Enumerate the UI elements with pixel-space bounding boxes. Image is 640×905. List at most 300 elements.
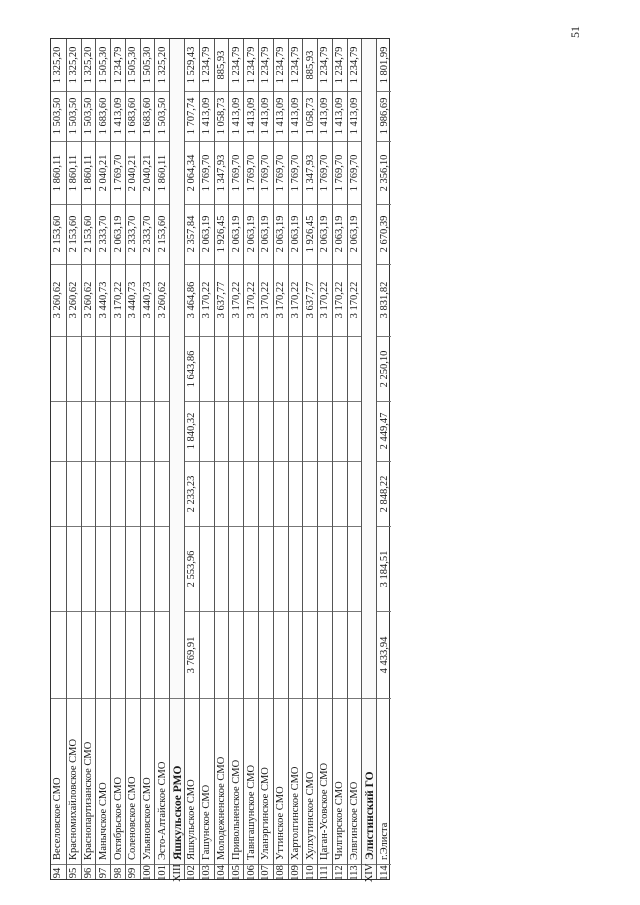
cell-text: 2 063,19 bbox=[260, 215, 272, 253]
column-divider bbox=[200, 461, 214, 462]
column-divider bbox=[274, 141, 288, 142]
column-divider bbox=[200, 336, 214, 337]
cell-text: 1 413,09 bbox=[349, 97, 361, 135]
column-divider bbox=[185, 698, 199, 699]
column-divider bbox=[244, 141, 258, 142]
column-divider bbox=[303, 611, 317, 612]
cell-text: 1 058,73 bbox=[304, 97, 316, 135]
column-divider bbox=[303, 526, 317, 527]
column-divider bbox=[333, 91, 347, 92]
cell-text: 96 bbox=[82, 867, 94, 878]
column-divider bbox=[229, 611, 243, 612]
cell-text: 1 234,79 bbox=[289, 46, 301, 84]
column-divider bbox=[259, 204, 273, 205]
table-row bbox=[243, 39, 258, 879]
column-divider bbox=[259, 264, 273, 265]
column-divider bbox=[67, 264, 81, 265]
column-divider bbox=[51, 864, 66, 865]
column-divider bbox=[141, 336, 155, 337]
table-row bbox=[154, 39, 169, 879]
table-row bbox=[140, 39, 155, 879]
cell-text: 1 413,09 bbox=[260, 97, 272, 135]
column-divider bbox=[303, 91, 317, 92]
column-divider bbox=[348, 611, 362, 612]
column-divider bbox=[111, 264, 125, 265]
cell-text: Цаган-Усовское СМО bbox=[319, 762, 331, 860]
cell-text: 1 234,79 bbox=[201, 46, 213, 84]
cell-text: 2 153,60 bbox=[52, 215, 64, 253]
cell-text: 885,93 bbox=[304, 50, 316, 80]
cell-text: 3 170,22 bbox=[245, 281, 257, 319]
cell-text: 1 413,09 bbox=[201, 97, 213, 135]
column-divider bbox=[229, 204, 243, 205]
cell-text: 111 bbox=[319, 865, 331, 880]
column-divider bbox=[67, 461, 81, 462]
cell-text: 1 234,79 bbox=[260, 46, 272, 84]
column-divider bbox=[259, 91, 273, 92]
column-divider bbox=[96, 698, 110, 699]
column-divider bbox=[274, 526, 288, 527]
column-divider bbox=[141, 401, 155, 402]
column-divider bbox=[111, 91, 125, 92]
cell-text: Яшкульское РМО bbox=[171, 765, 184, 860]
cell-text: 1 769,70 bbox=[289, 154, 301, 191]
column-divider bbox=[348, 526, 362, 527]
column-divider bbox=[82, 336, 96, 337]
cell-text: Яшкульское СМО bbox=[186, 779, 198, 860]
cell-text: 1 926,45 bbox=[304, 215, 316, 253]
cell-text: 1 503,50 bbox=[156, 97, 168, 135]
column-divider bbox=[244, 264, 258, 265]
cell-text: 1 529,43 bbox=[186, 46, 198, 84]
column-divider bbox=[303, 264, 317, 265]
column-divider bbox=[126, 461, 140, 462]
column-divider bbox=[215, 611, 229, 612]
column-divider bbox=[229, 526, 243, 527]
column-divider bbox=[229, 461, 243, 462]
column-divider bbox=[318, 204, 332, 205]
cell-text: 1 683,60 bbox=[127, 97, 139, 135]
cell-text: 2 063,19 bbox=[319, 215, 331, 253]
table-row bbox=[347, 39, 362, 879]
table-row bbox=[199, 39, 214, 879]
cell-text: 2 040,21 bbox=[97, 154, 109, 191]
cell-text: 1 503,50 bbox=[82, 97, 94, 135]
column-divider bbox=[126, 336, 140, 337]
column-divider bbox=[289, 204, 303, 205]
cell-text: 2 063,19 bbox=[230, 215, 242, 253]
cell-text: 1 860,11 bbox=[68, 154, 80, 191]
column-divider bbox=[244, 336, 258, 337]
cell-text: 2 670,39 bbox=[378, 215, 390, 253]
cell-text: 1 347,93 bbox=[304, 154, 316, 191]
column-divider bbox=[185, 526, 199, 527]
cell-text: 108 bbox=[275, 864, 287, 881]
cell-text: 1 413,09 bbox=[289, 97, 301, 135]
column-divider bbox=[377, 141, 391, 142]
cell-text: 1 769,70 bbox=[275, 154, 287, 191]
cell-text: 1 769,70 bbox=[201, 154, 213, 191]
column-divider bbox=[244, 461, 258, 462]
cell-text: 1 325,20 bbox=[156, 46, 168, 84]
column-divider bbox=[200, 401, 214, 402]
column-divider bbox=[111, 864, 125, 865]
column-divider bbox=[348, 264, 362, 265]
column-divider bbox=[333, 611, 347, 612]
column-divider bbox=[111, 141, 125, 142]
column-divider bbox=[303, 141, 317, 142]
column-divider bbox=[229, 698, 243, 699]
cell-text: 2 233,23 bbox=[186, 475, 198, 512]
column-divider bbox=[155, 611, 169, 612]
table-row bbox=[95, 39, 110, 879]
cell-text: 1 325,20 bbox=[52, 46, 64, 84]
cell-text: 1 683,60 bbox=[142, 97, 154, 135]
column-divider bbox=[303, 698, 317, 699]
column-divider bbox=[126, 91, 140, 92]
cell-text: 3 170,22 bbox=[289, 281, 301, 319]
cell-text: 105 bbox=[230, 864, 242, 881]
cell-text: 2 357,84 bbox=[186, 215, 198, 253]
cell-text: 3 170,22 bbox=[230, 281, 242, 319]
column-divider bbox=[155, 401, 169, 402]
cell-text: 1 413,09 bbox=[275, 97, 287, 135]
cell-text: 1 769,70 bbox=[260, 154, 272, 191]
cell-text: Манычское СМО bbox=[97, 782, 109, 860]
column-divider bbox=[200, 204, 214, 205]
column-divider bbox=[155, 698, 169, 699]
cell-text: 1 505,30 bbox=[142, 46, 154, 84]
cell-text: 1 769,70 bbox=[230, 154, 242, 191]
cell-text: 2 333,70 bbox=[142, 215, 154, 253]
column-divider bbox=[377, 91, 391, 92]
table-row bbox=[66, 39, 81, 879]
column-divider bbox=[274, 91, 288, 92]
column-divider bbox=[51, 141, 66, 142]
column-divider bbox=[185, 264, 199, 265]
cell-text: Соленовское СМО bbox=[127, 776, 139, 860]
cell-text: 112 bbox=[334, 864, 346, 881]
column-divider bbox=[96, 611, 110, 612]
table-row bbox=[288, 39, 303, 879]
cell-text: 1 325,20 bbox=[68, 46, 80, 84]
cell-text: 114 bbox=[378, 864, 390, 881]
section-row bbox=[169, 39, 184, 882]
table-row bbox=[51, 39, 66, 879]
column-divider bbox=[333, 401, 347, 402]
column-divider bbox=[215, 461, 229, 462]
column-divider bbox=[67, 91, 81, 92]
cell-text: 2 333,70 bbox=[97, 215, 109, 253]
column-divider bbox=[289, 401, 303, 402]
column-divider bbox=[318, 336, 332, 337]
cell-text: Тавнгашунское СМО bbox=[245, 764, 257, 860]
column-divider bbox=[318, 141, 332, 142]
cell-text: 1 683,60 bbox=[97, 97, 109, 135]
column-divider bbox=[51, 264, 66, 265]
cell-text: 3 260,62 bbox=[156, 281, 168, 319]
table-row bbox=[110, 39, 125, 879]
cell-text: 2 063,19 bbox=[349, 215, 361, 253]
cell-text: 1 413,09 bbox=[334, 97, 346, 135]
column-divider bbox=[333, 204, 347, 205]
column-divider bbox=[155, 264, 169, 265]
cell-text: 3 831,82 bbox=[378, 281, 390, 319]
column-divider bbox=[67, 611, 81, 612]
column-divider bbox=[215, 141, 229, 142]
column-divider bbox=[51, 336, 66, 337]
cell-text: 1 413,09 bbox=[230, 97, 242, 135]
column-divider bbox=[244, 91, 258, 92]
column-divider bbox=[111, 401, 125, 402]
column-divider bbox=[318, 611, 332, 612]
column-divider bbox=[141, 526, 155, 527]
column-divider bbox=[348, 401, 362, 402]
cell-text: 1 860,11 bbox=[52, 154, 64, 191]
cell-text: 3 170,22 bbox=[319, 281, 331, 319]
table-row bbox=[302, 39, 317, 879]
cell-text: Хартолгинское СМО bbox=[289, 766, 301, 860]
column-divider bbox=[274, 401, 288, 402]
cell-text: 1 840,32 bbox=[186, 412, 198, 450]
column-divider bbox=[215, 698, 229, 699]
column-divider bbox=[377, 401, 391, 402]
column-divider bbox=[289, 91, 303, 92]
table-row bbox=[258, 39, 273, 879]
table-row bbox=[376, 39, 391, 879]
column-divider bbox=[82, 611, 96, 612]
cell-text: 1 413,09 bbox=[112, 97, 124, 135]
column-divider bbox=[244, 611, 258, 612]
cell-text: 1 707,74 bbox=[186, 97, 198, 135]
page-number: 51 bbox=[568, 26, 582, 38]
column-divider bbox=[377, 526, 391, 527]
cell-text: Веселовское СМО bbox=[52, 777, 64, 860]
cell-text: 1 505,30 bbox=[97, 46, 109, 84]
column-divider bbox=[377, 336, 391, 337]
cell-text: 1 234,79 bbox=[319, 46, 331, 84]
column-divider bbox=[318, 526, 332, 527]
cell-text: Уланэргинское СМО bbox=[260, 767, 272, 860]
column-divider bbox=[289, 141, 303, 142]
column-divider bbox=[333, 141, 347, 142]
column-divider bbox=[333, 461, 347, 462]
cell-text: 1 860,11 bbox=[82, 154, 94, 191]
column-divider bbox=[96, 461, 110, 462]
column-divider bbox=[82, 91, 96, 92]
cell-text: 3 440,73 bbox=[142, 281, 154, 319]
column-divider bbox=[96, 401, 110, 402]
cell-text: 2 153,60 bbox=[82, 215, 94, 253]
column-divider bbox=[185, 461, 199, 462]
cell-text: 2 040,21 bbox=[127, 154, 139, 191]
cell-text: 107 bbox=[260, 864, 272, 881]
column-divider bbox=[111, 611, 125, 612]
column-divider bbox=[377, 204, 391, 205]
cell-text: 2 064,34 bbox=[186, 154, 198, 191]
cell-text: 1 769,70 bbox=[349, 154, 361, 191]
cell-text: 2 063,19 bbox=[334, 215, 346, 253]
column-divider bbox=[185, 91, 199, 92]
cell-text: 1 769,70 bbox=[334, 154, 346, 191]
column-divider bbox=[155, 141, 169, 142]
cell-text: 1 413,09 bbox=[319, 97, 331, 135]
cell-text: Октябрьское СМО bbox=[112, 776, 124, 860]
column-divider bbox=[303, 336, 317, 337]
column-divider bbox=[155, 336, 169, 337]
cell-text: 1 769,70 bbox=[319, 154, 331, 191]
column-divider bbox=[67, 864, 81, 865]
cell-text: 3 637,77 bbox=[304, 281, 316, 319]
column-divider bbox=[215, 264, 229, 265]
cell-text: Эсто-Алтайское СМО bbox=[156, 761, 168, 860]
column-divider bbox=[155, 91, 169, 92]
column-divider bbox=[111, 461, 125, 462]
column-divider bbox=[259, 141, 273, 142]
cell-text: 2 063,19 bbox=[289, 215, 301, 253]
cell-text: Ульяновское СМО bbox=[142, 777, 154, 860]
column-divider bbox=[67, 336, 81, 337]
cell-text: 1 505,30 bbox=[127, 46, 139, 84]
column-divider bbox=[96, 336, 110, 337]
cell-text: 3 440,73 bbox=[127, 281, 139, 319]
cell-text: 3 170,22 bbox=[349, 281, 361, 319]
column-divider bbox=[82, 526, 96, 527]
cell-text: 1 643,86 bbox=[186, 350, 198, 387]
cell-text: 3 260,62 bbox=[52, 281, 64, 319]
cell-text: 4 433,94 bbox=[378, 636, 390, 673]
cell-text: 113 bbox=[349, 864, 361, 881]
cell-text: 2 250,10 bbox=[378, 350, 390, 387]
column-divider bbox=[200, 264, 214, 265]
column-divider bbox=[111, 204, 125, 205]
column-divider bbox=[141, 611, 155, 612]
column-divider bbox=[348, 698, 362, 699]
cell-text: Уттинское СМО bbox=[275, 786, 287, 860]
column-divider bbox=[96, 864, 110, 865]
column-divider bbox=[289, 461, 303, 462]
column-divider bbox=[259, 526, 273, 527]
cell-text: Элвгинское СМО bbox=[349, 781, 361, 860]
cell-text: 1 058,73 bbox=[215, 97, 227, 135]
cell-text: 110 bbox=[304, 864, 316, 881]
column-divider bbox=[51, 611, 66, 612]
cell-text: 3 170,22 bbox=[260, 281, 272, 319]
column-divider bbox=[318, 264, 332, 265]
column-divider bbox=[126, 611, 140, 612]
cell-text: 2 153,60 bbox=[68, 215, 80, 253]
column-divider bbox=[51, 461, 66, 462]
column-divider bbox=[318, 698, 332, 699]
cell-text: 99 bbox=[127, 867, 139, 878]
cell-text: XIII bbox=[171, 863, 183, 882]
cell-text: 3 637,77 bbox=[215, 281, 227, 319]
cell-text: 2 553,96 bbox=[186, 550, 198, 587]
column-divider bbox=[259, 336, 273, 337]
column-divider bbox=[200, 141, 214, 142]
column-divider bbox=[318, 401, 332, 402]
cell-text: 885,93 bbox=[215, 50, 227, 80]
column-divider bbox=[318, 461, 332, 462]
cell-text: г.Элиста bbox=[378, 822, 390, 860]
data-table bbox=[50, 38, 390, 880]
table-row bbox=[125, 39, 140, 879]
column-divider bbox=[348, 204, 362, 205]
cell-text: 1 413,09 bbox=[245, 97, 257, 135]
column-divider bbox=[141, 264, 155, 265]
cell-text: 95 bbox=[68, 867, 80, 878]
column-divider bbox=[303, 461, 317, 462]
column-divider bbox=[303, 204, 317, 205]
column-divider bbox=[185, 401, 199, 402]
table-row bbox=[81, 39, 96, 879]
cell-text: 3 170,22 bbox=[275, 281, 287, 319]
cell-text: Элистинский ГО bbox=[363, 771, 376, 860]
column-divider bbox=[274, 204, 288, 205]
column-divider bbox=[274, 698, 288, 699]
column-divider bbox=[155, 526, 169, 527]
column-divider bbox=[348, 336, 362, 337]
cell-text: 1 234,79 bbox=[334, 46, 346, 84]
column-divider bbox=[274, 264, 288, 265]
column-divider bbox=[215, 204, 229, 205]
column-divider bbox=[170, 698, 184, 699]
column-divider bbox=[141, 91, 155, 92]
column-divider bbox=[96, 91, 110, 92]
column-divider bbox=[259, 401, 273, 402]
cell-text: Привольненское СМО bbox=[230, 759, 242, 860]
cell-text: 1 347,93 bbox=[215, 154, 227, 191]
column-divider bbox=[126, 864, 140, 865]
column-divider bbox=[82, 141, 96, 142]
column-divider bbox=[362, 698, 376, 699]
column-divider bbox=[348, 141, 362, 142]
column-divider bbox=[200, 698, 214, 699]
column-divider bbox=[318, 91, 332, 92]
column-divider bbox=[126, 401, 140, 402]
column-divider bbox=[96, 526, 110, 527]
column-divider bbox=[111, 698, 125, 699]
column-divider bbox=[244, 526, 258, 527]
column-divider bbox=[200, 611, 214, 612]
column-divider bbox=[185, 611, 199, 612]
column-divider bbox=[348, 461, 362, 462]
column-divider bbox=[303, 401, 317, 402]
column-divider bbox=[289, 611, 303, 612]
column-divider bbox=[289, 336, 303, 337]
cell-text: 2 848,22 bbox=[378, 475, 390, 512]
cell-text: 1 234,79 bbox=[349, 46, 361, 84]
cell-text: 97 bbox=[97, 867, 109, 878]
cell-text: 2 333,70 bbox=[127, 215, 139, 253]
cell-text: Красномихайловское СМО bbox=[68, 738, 80, 860]
column-divider bbox=[274, 336, 288, 337]
column-divider bbox=[96, 141, 110, 142]
cell-text: 1 234,79 bbox=[230, 46, 242, 84]
cell-text: 3 464,86 bbox=[186, 281, 198, 319]
cell-text: 2 449,47 bbox=[378, 412, 390, 450]
column-divider bbox=[289, 526, 303, 527]
section-row bbox=[361, 39, 376, 882]
column-divider bbox=[67, 204, 81, 205]
cell-text: 1 860,11 bbox=[156, 154, 168, 191]
cell-text: 1 769,70 bbox=[112, 154, 124, 191]
cell-text: 1 234,79 bbox=[275, 46, 287, 84]
column-divider bbox=[229, 141, 243, 142]
column-divider bbox=[126, 698, 140, 699]
column-divider bbox=[111, 336, 125, 337]
cell-text: 2 040,21 bbox=[142, 154, 154, 191]
